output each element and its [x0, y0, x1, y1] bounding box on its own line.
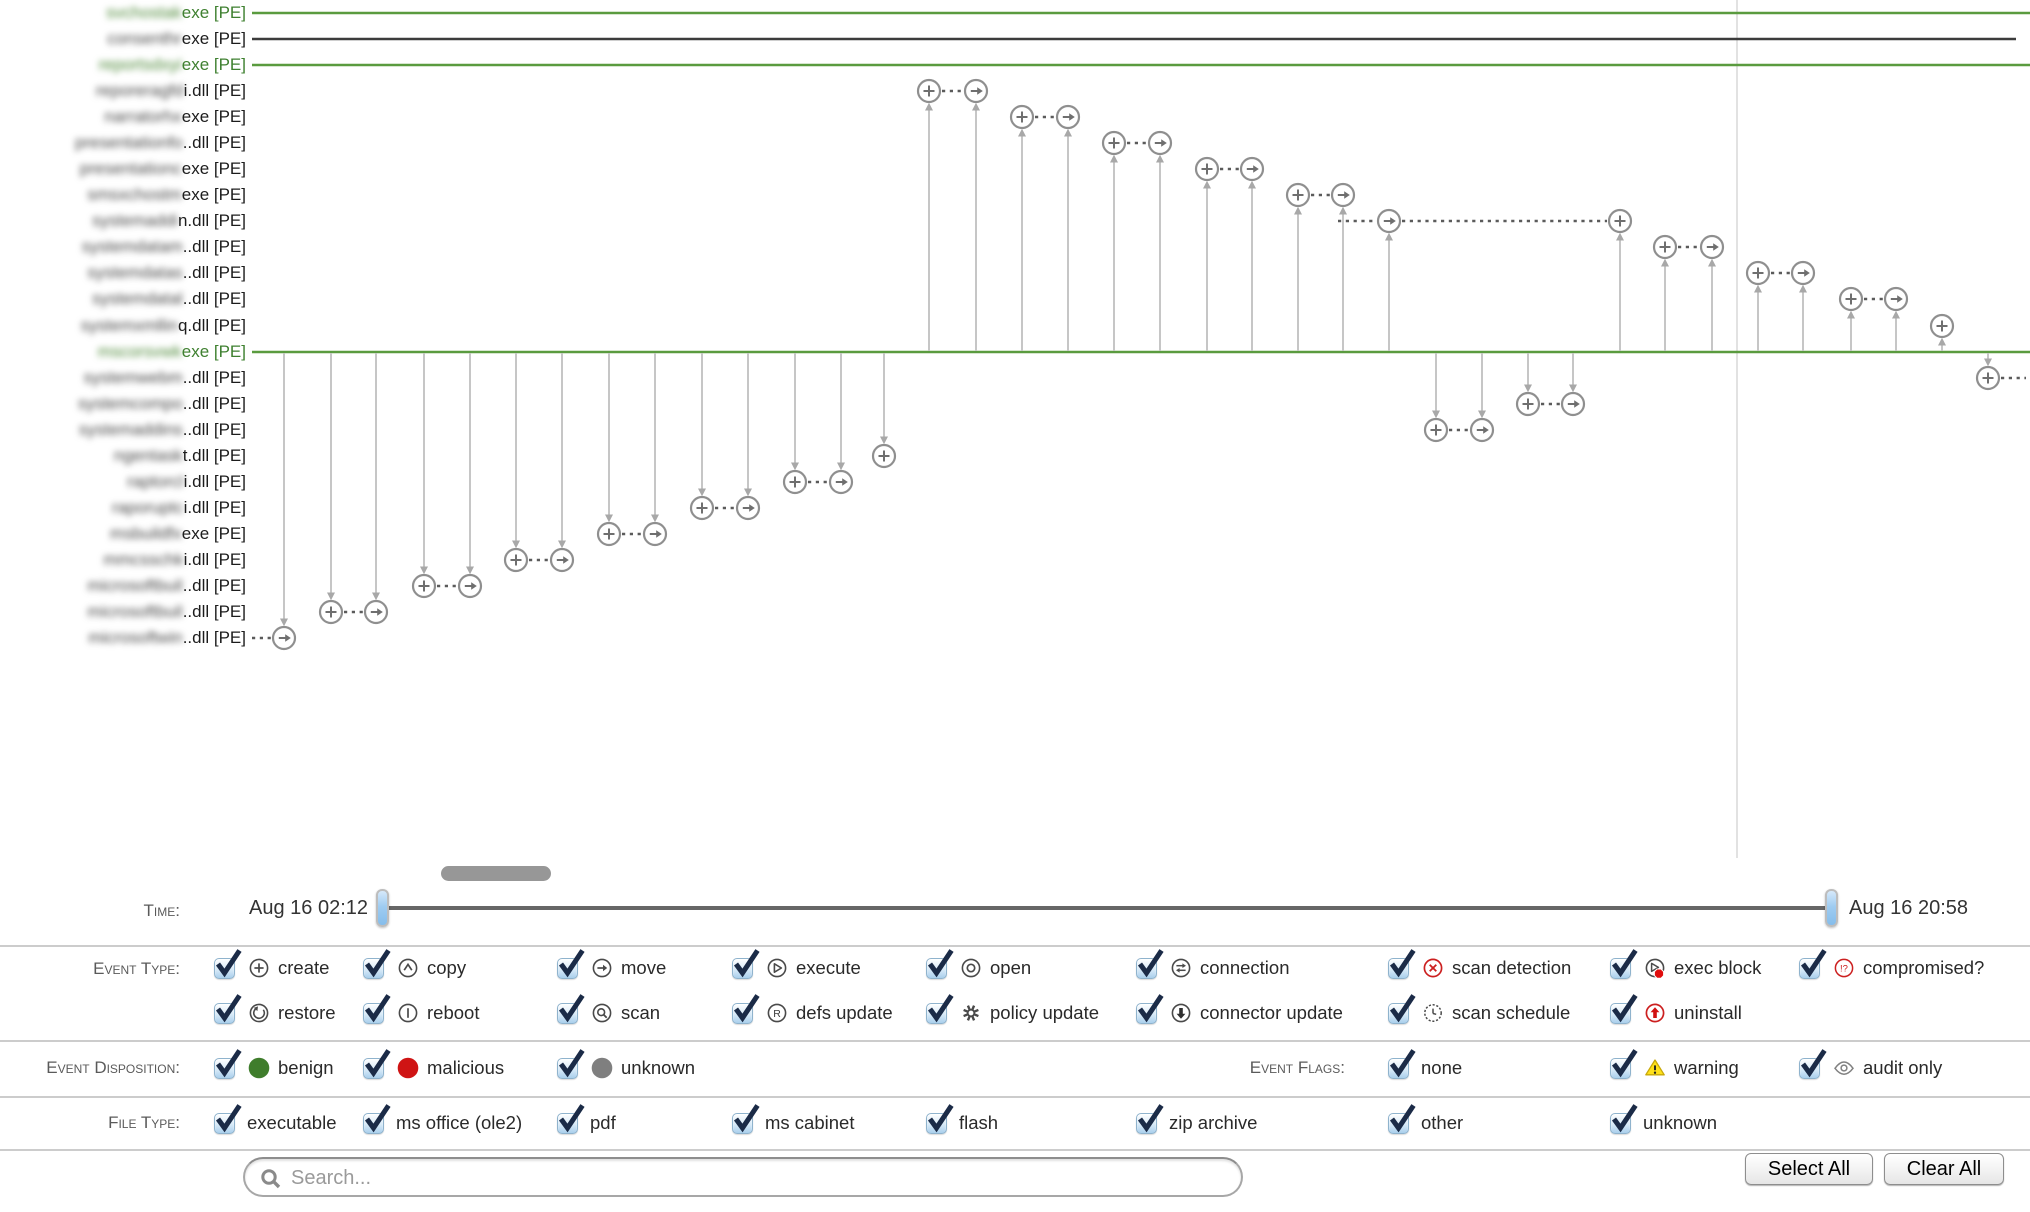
- dot-benign-icon: [247, 1056, 271, 1080]
- file-suffix: exe [PE]: [181, 55, 246, 74]
- event-create-glyph[interactable]: [1609, 210, 1631, 232]
- process-label[interactable]: [0, 130, 246, 156]
- checkmark-icon: [1609, 1048, 1639, 1078]
- process-label[interactable]: [0, 0, 246, 26]
- checkmark-icon: [213, 1103, 243, 1133]
- scan-detection-icon: [1421, 956, 1445, 980]
- checkbox-unknown[interactable]: [557, 1058, 578, 1079]
- checkmark-icon: [1135, 1103, 1165, 1133]
- filter-label: policy update: [990, 1002, 1100, 1023]
- event-create-glyph[interactable]: [1931, 315, 1953, 337]
- event-create-glyph[interactable]: [1840, 288, 1862, 310]
- redacted-name: reporeragfd: [95, 81, 184, 100]
- checkmark-icon: [1387, 1048, 1417, 1078]
- filter-label: defs update: [796, 1002, 893, 1023]
- filter-label: zip archive: [1169, 1112, 1258, 1133]
- file-suffix: q.dll [PE]: [177, 316, 246, 335]
- filter-label: scan schedule: [1452, 1002, 1571, 1023]
- event-move-glyph[interactable]: [365, 601, 387, 623]
- checkbox-defs-update[interactable]: [732, 1003, 753, 1024]
- time-caption: Time:: [143, 901, 180, 920]
- event-flags-caption: Event Flags:: [1249, 1058, 1345, 1077]
- search-box: [243, 1157, 1243, 1197]
- checkmark-icon: [362, 993, 392, 1023]
- create-icon: [247, 956, 271, 980]
- time-range-start: Aug 16 02:12: [249, 897, 368, 919]
- checkbox-open[interactable]: [926, 958, 947, 979]
- event-create-glyph[interactable]: [598, 523, 620, 545]
- svg-text:R: R: [773, 1008, 781, 1020]
- filter-label: scan detection: [1452, 957, 1572, 978]
- event-create-glyph[interactable]: [1103, 132, 1125, 154]
- process-label[interactable]: [0, 260, 246, 286]
- checkbox-create[interactable]: [214, 958, 235, 979]
- file-suffix: ..dll [PE]: [182, 289, 246, 308]
- event-create-glyph[interactable]: [1654, 236, 1676, 258]
- event-create-glyph[interactable]: [1517, 393, 1539, 415]
- checkmark-icon: [1609, 948, 1639, 978]
- filter-label: restore: [278, 1002, 336, 1023]
- checkmark-icon: [1135, 948, 1165, 978]
- redacted-name: systemaddi: [91, 211, 178, 230]
- redacted-name: ngentask: [113, 446, 183, 465]
- connection-icon: [1169, 956, 1193, 980]
- event-move-glyph[interactable]: [965, 80, 987, 102]
- file-suffix: ..dll [PE]: [182, 237, 246, 256]
- checkbox-flash[interactable]: [926, 1113, 947, 1134]
- redacted-name: systemxmllin: [80, 316, 178, 335]
- checkmark-icon: [925, 993, 955, 1023]
- checkmark-icon: [556, 993, 586, 1023]
- checkbox-malicious[interactable]: [363, 1058, 384, 1079]
- event-create-glyph[interactable]: [873, 445, 895, 467]
- checkmark-icon: [1798, 1048, 1828, 1078]
- time-slider-track[interactable]: [383, 906, 1832, 910]
- checkbox-restore[interactable]: [214, 1003, 235, 1024]
- event-create-glyph[interactable]: [1747, 262, 1769, 284]
- process-label[interactable]: [0, 208, 246, 234]
- checkmark-icon: [925, 948, 955, 978]
- uninstall-icon: [1643, 1001, 1667, 1025]
- filter-label: warning: [1674, 1057, 1739, 1078]
- process-label[interactable]: [0, 104, 246, 130]
- open-icon: [959, 956, 983, 980]
- event-create-glyph[interactable]: [1977, 367, 1999, 389]
- redacted-name: raptorcl: [126, 472, 184, 491]
- divider: [0, 945, 2030, 947]
- horizontal-scrollbar-thumb[interactable]: [441, 866, 551, 881]
- file-suffix: exe [PE]: [181, 159, 246, 178]
- event-create-glyph[interactable]: [918, 80, 940, 102]
- checkbox-copy[interactable]: [363, 958, 384, 979]
- checkbox-warning[interactable]: [1610, 1058, 1631, 1079]
- redacted-name: raporuptc: [111, 498, 184, 517]
- event-move-glyph[interactable]: [1792, 262, 1814, 284]
- redacted-name: systemwebm: [83, 368, 183, 387]
- checkbox-pdf[interactable]: [557, 1113, 578, 1134]
- redacted-name: microsoftbuil: [87, 576, 183, 595]
- checkbox-connector-update[interactable]: [1136, 1003, 1157, 1024]
- filter-label: reboot: [427, 1002, 480, 1023]
- redacted-name: systemdatam: [81, 237, 183, 256]
- process-label[interactable]: [0, 599, 246, 625]
- time-slider-handle-right[interactable]: [1825, 889, 1838, 927]
- filter-label: compromised?: [1863, 957, 1985, 978]
- file-suffix: ..dll [PE]: [182, 576, 246, 595]
- checkmark-icon: [1609, 1103, 1639, 1133]
- redacted-name: mmcsschk: [103, 550, 184, 569]
- process-label[interactable]: [0, 52, 246, 78]
- event-create-glyph[interactable]: [1011, 106, 1033, 128]
- process-label[interactable]: [0, 26, 246, 52]
- event-type-caption: Event Type:: [93, 959, 180, 978]
- redacted-name: msbuildfx: [109, 524, 182, 543]
- file-suffix: t.dll [PE]: [182, 446, 246, 465]
- file-suffix: ..dll [PE]: [182, 368, 246, 387]
- checkbox-benign[interactable]: [214, 1058, 235, 1079]
- checkbox-unknown[interactable]: [1610, 1113, 1631, 1134]
- event-move-glyph[interactable]: [273, 627, 295, 649]
- reboot-icon: [396, 1001, 420, 1025]
- defs-update-icon: [765, 1001, 789, 1025]
- filter-label: benign: [278, 1057, 334, 1078]
- file-suffix: i.dll [PE]: [183, 550, 246, 569]
- process-label[interactable]: [0, 234, 246, 260]
- event-move-glyph[interactable]: [737, 497, 759, 519]
- process-label[interactable]: [0, 365, 246, 391]
- checkmark-icon: [362, 1103, 392, 1133]
- scan-icon: [590, 1001, 614, 1025]
- file-suffix: n.dll [PE]: [177, 211, 246, 230]
- event-create-glyph[interactable]: [691, 497, 713, 519]
- checkbox-connection[interactable]: [1136, 958, 1157, 979]
- filter-label: executable: [247, 1112, 337, 1133]
- process-label[interactable]: [0, 339, 246, 365]
- redacted-name: systemaddins: [78, 420, 183, 439]
- file-suffix: ..dll [PE]: [182, 394, 246, 413]
- select-all-button[interactable]: Select All: [1745, 1153, 1873, 1185]
- event-move-glyph[interactable]: [1562, 393, 1584, 415]
- checkbox-none[interactable]: [1388, 1058, 1409, 1079]
- checkbox-reboot[interactable]: [363, 1003, 384, 1024]
- redacted-name: systemdatal: [91, 289, 183, 308]
- checkbox-policy-update[interactable]: [926, 1003, 947, 1024]
- file-suffix: exe [PE]: [181, 185, 246, 204]
- checkmark-icon: [556, 1103, 586, 1133]
- filter-label: unknown: [621, 1057, 696, 1078]
- connector-update-icon: [1169, 1001, 1193, 1025]
- filter-label: unknown: [1643, 1112, 1718, 1133]
- event-create-glyph[interactable]: [505, 549, 527, 571]
- checkbox-executable[interactable]: [214, 1113, 235, 1134]
- filter-label: uninstall: [1674, 1002, 1742, 1023]
- event-move-glyph[interactable]: [1471, 419, 1493, 441]
- file-suffix: ..dll [PE]: [182, 602, 246, 621]
- checkmark-icon: [731, 1103, 761, 1133]
- filter-label: ms cabinet: [765, 1112, 855, 1133]
- checkbox-audit-only[interactable]: [1799, 1058, 1820, 1079]
- event-move-glyph[interactable]: [1241, 158, 1263, 180]
- event-move-glyph[interactable]: [1885, 288, 1907, 310]
- file-suffix: exe [PE]: [181, 524, 246, 543]
- file-type-caption: File Type:: [108, 1113, 180, 1132]
- checkmark-icon: [1798, 948, 1828, 978]
- process-label[interactable]: [0, 547, 246, 573]
- filter-label: copy: [427, 957, 467, 978]
- process-label[interactable]: [0, 443, 246, 469]
- dot-unknown-icon: [590, 1056, 614, 1080]
- file-suffix: i.dll [PE]: [183, 472, 246, 491]
- file-suffix: ..dll [PE]: [182, 263, 246, 282]
- filter-label: exec block: [1674, 957, 1762, 978]
- checkmark-icon: [1135, 993, 1165, 1023]
- filter-label: connector update: [1200, 1002, 1343, 1023]
- file-suffix: exe [PE]: [181, 29, 246, 48]
- process-label[interactable]: [0, 417, 246, 443]
- redacted-name: systemcompo: [77, 394, 183, 413]
- checkbox-uninstall[interactable]: [1610, 1003, 1631, 1024]
- filter-label: audit only: [1863, 1057, 1943, 1078]
- filter-label: ms office (ole2): [396, 1112, 523, 1133]
- checkmark-icon: [556, 948, 586, 978]
- process-label[interactable]: [0, 182, 246, 208]
- time-slider-handle-left[interactable]: [376, 889, 389, 927]
- checkbox-exec-block[interactable]: [1610, 958, 1631, 979]
- warning-icon: [1643, 1056, 1667, 1080]
- event-move-glyph[interactable]: [830, 471, 852, 493]
- redacted-name: smsxchostm: [87, 185, 182, 204]
- checkbox-move[interactable]: [557, 958, 578, 979]
- filter-label: execute: [796, 957, 861, 978]
- checkbox-scan-schedule[interactable]: [1388, 1003, 1409, 1024]
- process-label[interactable]: [0, 573, 246, 599]
- event-create-glyph[interactable]: [1196, 158, 1218, 180]
- event-disposition-caption: Event Disposition:: [46, 1058, 180, 1077]
- process-label[interactable]: [0, 286, 246, 312]
- checkbox-scan[interactable]: [557, 1003, 578, 1024]
- process-label[interactable]: [0, 495, 246, 521]
- process-label[interactable]: [0, 313, 246, 339]
- divider: [0, 1149, 2030, 1151]
- redacted-name: presentationc: [79, 159, 182, 178]
- process-label[interactable]: [0, 469, 246, 495]
- event-create-glyph[interactable]: [1425, 419, 1447, 441]
- divider: [0, 1096, 2030, 1098]
- checkbox-zip-archive[interactable]: [1136, 1113, 1157, 1134]
- checkmark-icon: [362, 1048, 392, 1078]
- process-label[interactable]: [0, 391, 246, 417]
- checkmark-icon: [731, 948, 761, 978]
- file-suffix: i.dll [PE]: [183, 498, 246, 517]
- filter-label: open: [990, 957, 1032, 978]
- filter-label: pdf: [590, 1112, 616, 1133]
- file-suffix: exe [PE]: [181, 107, 246, 126]
- event-create-glyph[interactable]: [320, 601, 342, 623]
- event-move-glyph[interactable]: [1701, 236, 1723, 258]
- process-label[interactable]: [0, 521, 246, 547]
- dot-malicious-icon: [396, 1056, 420, 1080]
- redacted-name: consenthr: [107, 29, 182, 48]
- redacted-name: microsoftwin: [88, 628, 183, 647]
- checkbox-ms-cabinet[interactable]: [732, 1113, 753, 1134]
- checkmark-icon: [1387, 1103, 1417, 1133]
- filter-label: none: [1421, 1057, 1463, 1078]
- checkbox-execute[interactable]: [732, 958, 753, 979]
- filter-label: connection: [1200, 957, 1290, 978]
- checkmark-icon: [213, 1048, 243, 1078]
- clear-all-button[interactable]: Clear All: [1884, 1153, 2004, 1185]
- checkmark-icon: [731, 993, 761, 1023]
- svg-text:!?: !?: [1840, 963, 1848, 975]
- process-label[interactable]: [0, 625, 246, 651]
- checkbox-compromised-[interactable]: [1799, 958, 1820, 979]
- exec-block-icon: [1643, 956, 1667, 980]
- file-suffix: i.dll [PE]: [183, 81, 246, 100]
- filter-label: malicious: [427, 1057, 505, 1078]
- redacted-name: microsoftbuil: [87, 602, 183, 621]
- checkmark-icon: [213, 948, 243, 978]
- file-suffix: exe [PE]: [181, 342, 246, 361]
- redacted-name: narratorhx: [104, 107, 182, 126]
- event-create-glyph[interactable]: [1287, 184, 1309, 206]
- checkmark-icon: [556, 1048, 586, 1078]
- file-suffix: ..dll [PE]: [182, 133, 246, 152]
- filter-label: other: [1421, 1112, 1464, 1133]
- checkmark-icon: [1609, 993, 1639, 1023]
- process-label[interactable]: [0, 78, 246, 104]
- checkmark-icon: [1387, 993, 1417, 1023]
- filter-label: move: [621, 957, 667, 978]
- checkbox-ms-office-ole2-[interactable]: [363, 1113, 384, 1134]
- restore-icon: [247, 1001, 271, 1025]
- compromised-icon: [1832, 956, 1856, 980]
- file-suffix: exe [PE]: [181, 3, 246, 22]
- search-icon: [259, 1167, 283, 1191]
- redacted-name: svchostak: [106, 3, 182, 22]
- event-move-glyph[interactable]: [644, 523, 666, 545]
- redacted-name: systemdatas: [87, 263, 183, 282]
- time-range-end: Aug 16 20:58: [1849, 897, 1968, 919]
- checkmark-icon: [925, 1103, 955, 1133]
- search-input[interactable]: [289, 1161, 1223, 1195]
- file-suffix: ..dll [PE]: [182, 628, 246, 647]
- filter-label: scan: [621, 1002, 661, 1023]
- event-move-glyph[interactable]: [551, 549, 573, 571]
- checkbox-scan-detection[interactable]: [1388, 958, 1409, 979]
- redacted-name: reportsdxyi: [98, 55, 182, 74]
- checkmark-icon: [1387, 948, 1417, 978]
- redacted-name: mscorsvwk: [97, 342, 182, 361]
- checkbox-other[interactable]: [1388, 1113, 1409, 1134]
- event-move-glyph[interactable]: [1378, 210, 1400, 232]
- checkmark-icon: [362, 948, 392, 978]
- event-move-glyph[interactable]: [459, 575, 481, 597]
- redacted-name: presentationfo: [74, 133, 183, 152]
- event-create-glyph[interactable]: [413, 575, 435, 597]
- policy-update-icon: [959, 1001, 983, 1025]
- file-suffix: ..dll [PE]: [182, 420, 246, 439]
- filter-label: create: [278, 957, 330, 978]
- checkmark-icon: [213, 993, 243, 1023]
- event-move-glyph[interactable]: [1149, 132, 1171, 154]
- move-icon: [590, 956, 614, 980]
- scan-schedule-icon: [1421, 1001, 1445, 1025]
- event-move-glyph[interactable]: [1057, 106, 1079, 128]
- divider: [0, 1040, 2030, 1042]
- execute-icon: [765, 956, 789, 980]
- event-move-glyph[interactable]: [1332, 184, 1354, 206]
- eye-icon: [1832, 1056, 1856, 1080]
- event-create-glyph[interactable]: [784, 471, 806, 493]
- process-label[interactable]: [0, 156, 246, 182]
- filter-label: flash: [959, 1112, 999, 1133]
- copy-icon: [396, 956, 420, 980]
